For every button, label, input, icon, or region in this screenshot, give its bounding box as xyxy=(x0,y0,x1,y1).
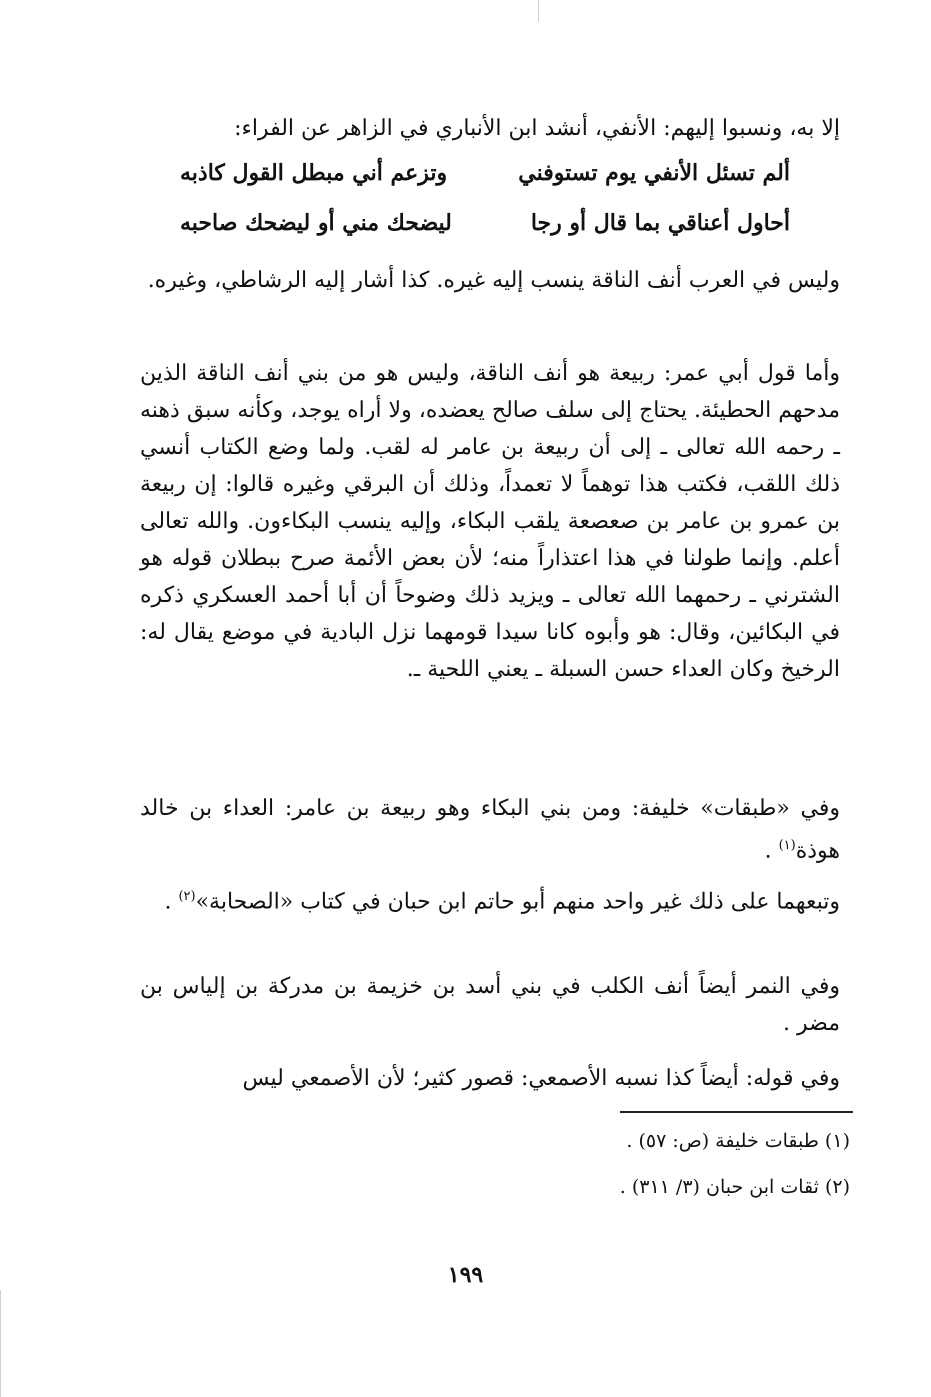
footnote-separator xyxy=(620,1111,853,1113)
paragraph-tabaqat: وفي «طبقات» خليفة: ومن بني البكاء وهو ربيعة بن عامر: العداء بن خالد هوذة$^{(١)}$ . xyxy=(140,796,840,864)
crop-mark-top xyxy=(538,0,539,22)
crop-mark-left xyxy=(0,1290,1,1397)
verse-line-2 xyxy=(180,210,790,250)
verse-2-first-hemistich: أحاول أعناقي بما قال أو رجا xyxy=(530,210,790,236)
paragraph-ibn-hibban: وتبعهما على ذلك غير واحد منهم أبو حاتم ابن حبان في كتاب «الصحابة»$^{(٢)}$ . xyxy=(164,889,840,915)
footnote-1: (١) طبقات خليفة (ص: ٥٧) . xyxy=(626,1130,850,1152)
paragraph-anf-naqa: وليس في العرب أنف الناقة ينسب إليه غيره. كذا أشار إليه الرشاطي، وغيره. xyxy=(147,268,840,293)
paragraph-al-namir: وفي النمر أيضاً أنف الكلب في بني أسد بن خزيمة بن مدركة بن إلياس بن مضر . xyxy=(140,974,840,1036)
footnote-2: (٢) ثقات ابن حبان (٣/ ٣١١) . xyxy=(619,1176,850,1198)
intro-line: إلا به، ونسبوا إليهم: الأنفي، أنشد ابن الأنباري في الزاهر عن الفراء: xyxy=(234,116,840,141)
footnote-ref-2: (٢) xyxy=(178,889,196,904)
verse-line-1 xyxy=(180,160,790,200)
verse-1-second-hemistich: وتزعم أني مبطل القول كاذبه xyxy=(180,160,448,186)
paragraph-abi-umar: وأما قول أبي عمر: ربيعة هو أنف الناقة، وليس هو من بني أنف الناقة الذين مدحهم الحطيئة. يحتاج إلى سلف صالح يعضده، ولا أراه يوجد، وكأنه سبق ذهنه ـ رحمه الله تعالى ـ إلى أن ربيعة بن عامر له لقب. ولما وضع الكتاب أنسي ذلك اللقب، فكتب هذا توهماً لا تعمداً، وذلك أن البرقي وغيره قالوا: إن ربيعة بن عمرو بن عامر بن صعصعة يلقب البكاء، وإليه ينسب البكاءون. والله تعالى أعلم. وإنما طولنا في هذا اعتذاراً منه؛ لأن بعض الأئمة صرح ببطلان قوله هو الشترني ـ رحمهما الله تعالى ـ ويزيد ذلك وضوحاً أن أبا أحمد العسكري ذكره في البكائين، وقال: هو وأبوه كانا سيدا قومهما نزل البادية في موضع يقال له: الرخيخ وكان العداء حسن السبلة ـ يعني اللحية ـ. xyxy=(140,361,841,682)
verse-1-first-hemistich: ألم تسئل الأنفي يوم تستوفني xyxy=(518,160,790,186)
verse-2-second-hemistich: ليضحك مني أو ليضحك صاحبه xyxy=(180,210,452,236)
page-number: ١٩٩ xyxy=(447,1262,484,1288)
footnote-ref-1: (١) xyxy=(778,838,796,853)
paragraph-al-asmai: وفي قوله: أيضاً كذا نسبه الأصمعي: قصور كثير؛ لأن الأصمعي ليس xyxy=(242,1066,840,1091)
